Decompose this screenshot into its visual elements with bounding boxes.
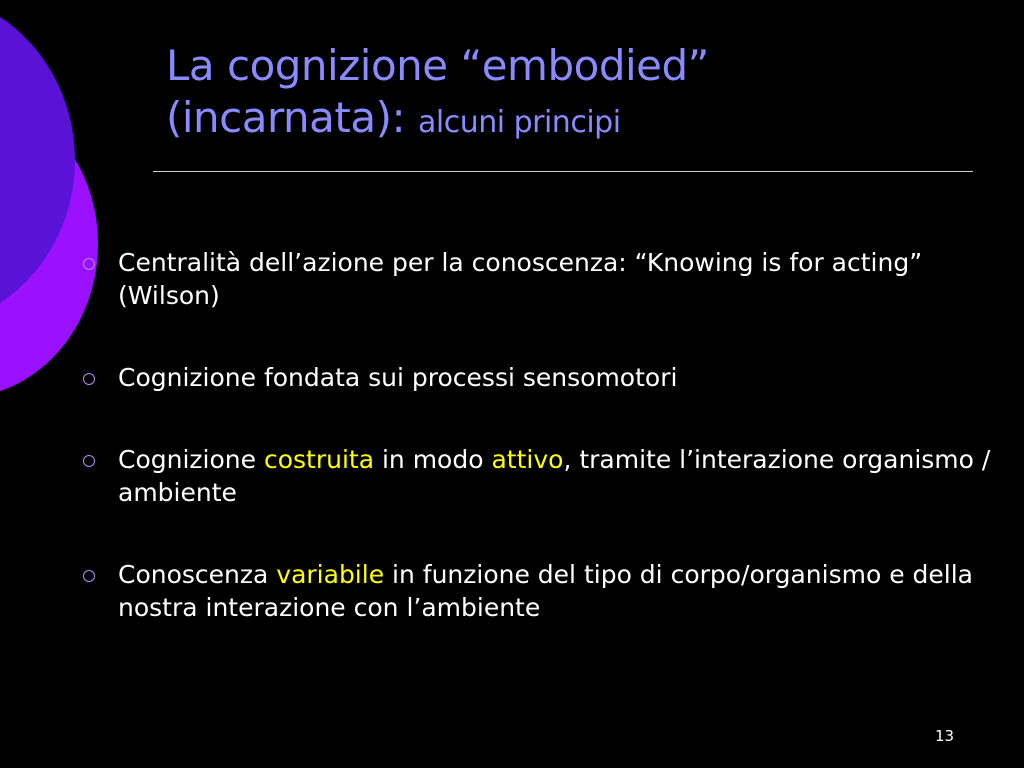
bullet-item-variable-knowledge: [80, 558, 1010, 624]
highlight-variabile: variabile: [276, 560, 385, 589]
bullet-text-part: Conoscenza: [118, 560, 277, 589]
title-main: (incarnata):: [166, 93, 418, 142]
bullet-text-part: Cognizione: [118, 445, 264, 474]
title-line-2: [166, 92, 986, 149]
hollow-circle-icon: [83, 455, 95, 467]
highlight-costruita: costruita: [263, 445, 375, 474]
bullet-item-sensorimotor: [80, 361, 1010, 394]
bullet-text-part: in funzione del tipo di corpo/organismo e della nostra interazione con l’ambiente: [118, 560, 973, 622]
title-line-1: La cognizione “embodied”: [166, 41, 709, 90]
hollow-circle-icon: [83, 373, 95, 385]
bullet-text-part: in modo: [374, 445, 492, 474]
hollow-circle-icon: [83, 258, 95, 270]
bullet-text: Centralità dell’azione per la conoscenza: “Knowing is for acting” (Wilson): [118, 248, 923, 310]
bullet-text: Cognizione fondata sui processi sensomotori: [118, 363, 678, 392]
bullet-item-action-centrality: [80, 246, 1010, 312]
bullet-list: [80, 246, 1010, 673]
page-number: 13: [935, 727, 955, 745]
hollow-circle-icon: [83, 570, 95, 582]
bullet-text-part: , tramite l’interazione organismo / ambiente: [118, 445, 991, 507]
highlight-attivo: attivo: [491, 445, 564, 474]
slide-title: [166, 40, 986, 149]
title-divider: [153, 171, 973, 172]
bullet-item-active-construction: [80, 443, 1010, 509]
title-subtitle: alcuni principi: [417, 105, 621, 140]
